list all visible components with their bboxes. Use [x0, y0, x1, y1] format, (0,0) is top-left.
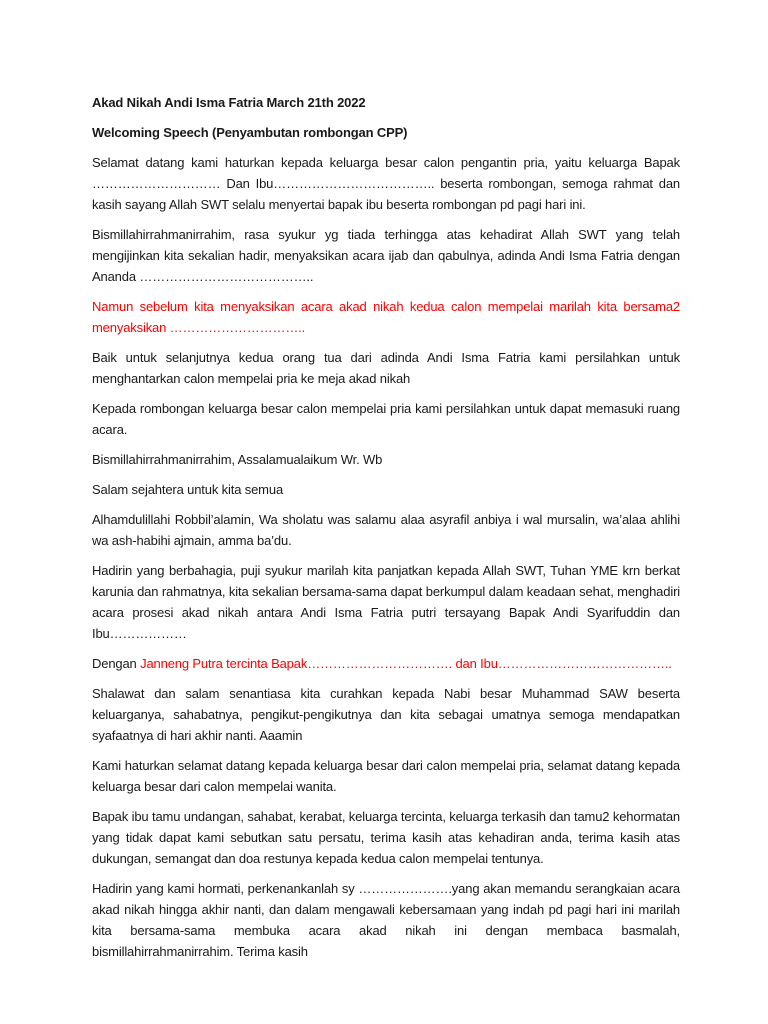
- paragraph-shalawat: Shalawat dan salam senantiasa kita curahkan kepada Nabi besar Muhammad SAW beserta keluarganya, sahabatnya, pengikut-pengikutnya dan kita sebagai umatnya semoga mendapatkan syafaatnya di hari akhir nanti. Aaamin: [92, 686, 680, 743]
- paragraph-greeting: Salam sejahtera untuk kita semua: [92, 482, 284, 497]
- paragraph-alhamdulillah: Alhamdulillahi Robbil’alamin, Wa sholatu was salamu alaa asyrafil anbiya i wal mursalin, wa’alaa ahlihi wa ash-habihi ajmain, amma ba’du.: [92, 512, 680, 548]
- document-subtitle: Welcoming Speech (Penyambutan rombongan CPP): [92, 125, 408, 140]
- paragraph-red-note: Namun sebelum kita menyaksikan acara akad nikah kedua calon mempelai marilah kita bersama2 menyaksikan …………………………..: [92, 299, 680, 335]
- paragraph-parents-escort: Baik untuk selanjutnya kedua orang tua dari adinda Andi Isma Fatria kami persilahkan untuk menghantarkan calon mempelai pria ke meja akad nikah: [92, 350, 680, 386]
- paragraph-groom-parents-red: Janneng Putra tercinta Bapak……………………………. dan Ibu…………………………………..: [140, 656, 672, 671]
- paragraph-salam: Bismillahirrahmanirrahim, Assalamualaikum Wr. Wb: [92, 452, 383, 467]
- paragraph-groom-parents: [92, 653, 680, 674]
- paragraph-bismillah-gratitude: Bismillahirrahmanirrahim, rasa syukur yg tiada terhingga atas kehadirat Allah SWT yang telah mengijinkan kita sekalian hadir, menyaksikan acara ijab dan qabulnya, adinda Andi Isma Fatria dengan Ananda …………………………………..: [92, 227, 680, 284]
- document-page: [92, 92, 680, 971]
- paragraph-enter-room: Kepada rombongan keluarga besar calon mempelai pria kami persilahkan untuk dapat memasuki ruang acara.: [92, 401, 680, 437]
- paragraph-welcome-families: Kami haturkan selamat datang kepada keluarga besar dari calon mempelai pria, selamat datang kepada keluarga besar dari calon mempelai wanita.: [92, 758, 680, 794]
- paragraph-thanks-guests: Bapak ibu tamu undangan, sahabat, kerabat, keluarga tercinta, keluarga terkasih dan tamu2 kehormatan yang tidak dapat kami sebutkan satu persatu, terima kasih atas kehadiran anda, terima kasih atas dukungan, semangat dan doa restunya kepada kedua calon mempelai tentunya.: [92, 809, 680, 866]
- paragraph-mc-intro: Hadirin yang kami hormati, perkenankanlah sy ………………….yang akan memandu serangkaian acara akad nikah hingga akhir nanti, dan dalam mengawali kebersamaan yang indah pd pagi hari ini marilah kita bersama-sama membuka acara akad nikah ini dengan membaca basmalah, bismillahirrahmanirrahim. Terima kasih: [92, 881, 680, 959]
- paragraph-groom-parents-lead: Dengan: [92, 656, 141, 671]
- paragraph-welcome: Selamat datang kami haturkan kepada keluarga besar calon pengantin pria, yaitu keluarga Bapak ………………………… Dan Ibu……………………………….. beserta rombongan, semoga rahmat dan kasih sayang Allah SWT selalu menyertai bapak ibu beserta rombongan pd pagi hari ini.: [92, 155, 680, 212]
- paragraph-hadirin-berbahagia: Hadirin yang berbahagia, puji syukur marilah kita panjatkan kepada Allah SWT, Tuhan YME krn berkat karunia dan rahmatnya, kita sekalian bersama-sama dapat berkumpul dalam keadaan sehat, menghadiri acara prosesi akad nikah antara Andi Isma Fatria putri tersayang Bapak Andi Syarifuddin dan Ibu………………: [92, 563, 680, 641]
- document-title: Akad Nikah Andi Isma Fatria March 21th 2022: [92, 95, 366, 110]
